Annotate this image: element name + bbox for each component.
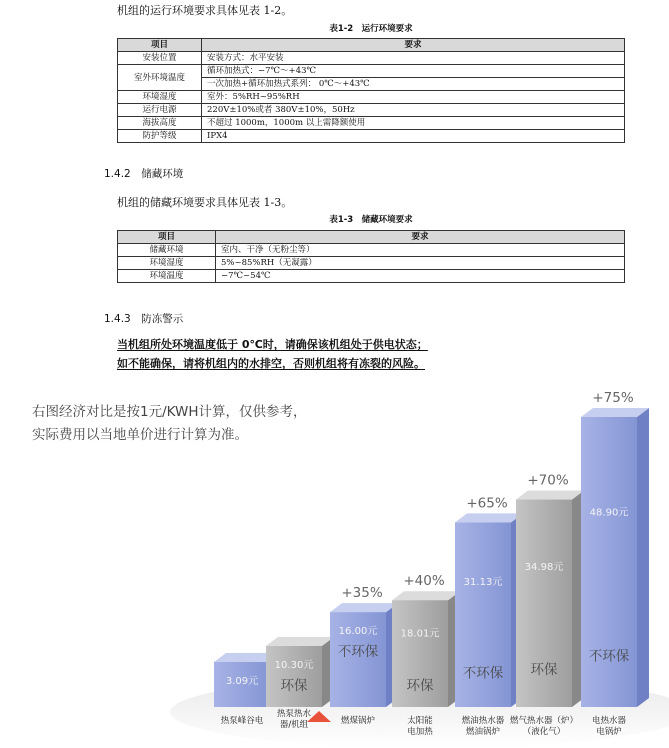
table-cell-req: IPX4 bbox=[202, 130, 625, 143]
table-cell-item: 安装位置 bbox=[118, 52, 202, 65]
bar-eco-tag: 不环保 bbox=[588, 648, 630, 665]
table-caption-1: 表1-2 运行环境要求 bbox=[329, 24, 413, 34]
table-cell-req: 220V±10%或者 380V±10%，50Hz bbox=[202, 104, 625, 117]
bar-value-label: 48.90元 bbox=[589, 507, 629, 519]
intro-text-2: 机组的储藏环境要求具体见表 1-3。 bbox=[117, 196, 293, 209]
bar-value-label: 3.09元 bbox=[225, 676, 259, 687]
table-cell-req: 安装方式：水平安装 bbox=[202, 52, 625, 65]
category-label: （液化气） bbox=[522, 727, 566, 737]
bar-top bbox=[516, 491, 584, 500]
bar-percent-label: +35% bbox=[341, 585, 383, 602]
table-header-req: 要求 bbox=[216, 231, 625, 244]
section-heading-antifreeze: 1.4.3 防冻警示 bbox=[104, 313, 184, 325]
table-cell-item: 储藏环境 bbox=[118, 244, 216, 257]
bar-side bbox=[637, 408, 649, 707]
table-cell-item: 海拔高度 bbox=[118, 117, 202, 130]
table-cell-req: −7℃~54℃ bbox=[216, 270, 625, 283]
table-cell-item: 环境温度 bbox=[118, 270, 216, 283]
table-cell-req: 循环加热式：−7℃～+43℃ bbox=[202, 65, 625, 78]
warning-line-2: 如不能确保，请将机组内的水排空，否则机组将有冻裂的风险。 bbox=[117, 357, 425, 370]
bar-value-label: 31.13元 bbox=[463, 577, 503, 589]
bar-value-label: 16.00元 bbox=[338, 626, 378, 638]
bar-eco-tag: 不环保 bbox=[462, 665, 504, 682]
table-cell-item: 环境湿度 bbox=[118, 91, 202, 104]
note-line-1: 右图经济对比是按1元/KWH计算，仅供参考， bbox=[32, 404, 307, 420]
table-cell-item: 防护等级 bbox=[118, 130, 202, 143]
table-caption-2: 表1-3 储藏环境要求 bbox=[329, 215, 413, 225]
bar bbox=[266, 646, 322, 707]
table-header-item: 项目 bbox=[118, 231, 216, 244]
bar-eco-tag: 环保 bbox=[406, 677, 434, 694]
warning-line-1: 当机组所处环境温度低于 0℃时，请确保该机组处于供电状态； bbox=[117, 338, 428, 351]
bar-percent-label: +75% bbox=[592, 390, 634, 406]
bar-top bbox=[581, 408, 649, 417]
category-label: 电加热 bbox=[407, 727, 433, 737]
table-cell-item: 环境湿度 bbox=[118, 257, 216, 270]
category-label: 燃油热水器 bbox=[461, 716, 505, 726]
bar-percent-label: +70% bbox=[527, 472, 569, 489]
bar-value-label: 10.30元 bbox=[274, 659, 314, 671]
category-label: 热泵热水 bbox=[276, 709, 312, 719]
intro-text-1: 机组的运行环境要求具体见表 1-2。 bbox=[117, 4, 293, 17]
table-cell-req: 5%~85%RH（无凝露） bbox=[216, 257, 625, 270]
category-label: 器/机组 bbox=[279, 720, 309, 730]
table-header-item: 项目 bbox=[118, 39, 202, 52]
table-cell-req: 室内、干净（无粉尘等） bbox=[216, 244, 625, 257]
category-label: 太阳能 bbox=[407, 716, 433, 726]
bar-percent-label: +65% bbox=[466, 495, 508, 512]
table-cell-item: 室外环境温度 bbox=[118, 65, 202, 91]
section-heading-storage: 1.4.2 储藏环境 bbox=[104, 168, 184, 180]
category-label: 电锅炉 bbox=[596, 727, 622, 737]
note-line-2: 实际费用以当地单价进行计算为准。 bbox=[32, 427, 248, 443]
bar-eco-tag: 环保 bbox=[280, 677, 308, 694]
bar-eco-tag: 不环保 bbox=[337, 644, 379, 661]
bar-eco-tag: 环保 bbox=[530, 661, 558, 678]
bar-value-label: 18.01元 bbox=[400, 628, 440, 640]
category-label: 燃气热水器（炉） bbox=[509, 716, 579, 726]
table-cell-item: 运行电源 bbox=[118, 104, 202, 117]
bar-percent-label: +40% bbox=[403, 573, 445, 590]
category-label: 电热水器 bbox=[591, 716, 627, 726]
category-label: 燃煤锅炉 bbox=[340, 716, 376, 726]
table-header-req: 要求 bbox=[202, 39, 625, 52]
bar-value-label: 34.98元 bbox=[524, 562, 564, 574]
table-cell-req: 一次加热+循环加热式系列： 0℃～+43℃ bbox=[202, 78, 625, 91]
category-label: 热泵峰谷电 bbox=[220, 716, 264, 726]
table-cell-req: 不超过 1000m，1000m 以上需降额使用 bbox=[202, 117, 625, 130]
table-cell-req: 室外：5%RH~95%RH bbox=[202, 91, 625, 104]
category-label: 燃油锅炉 bbox=[465, 727, 501, 737]
